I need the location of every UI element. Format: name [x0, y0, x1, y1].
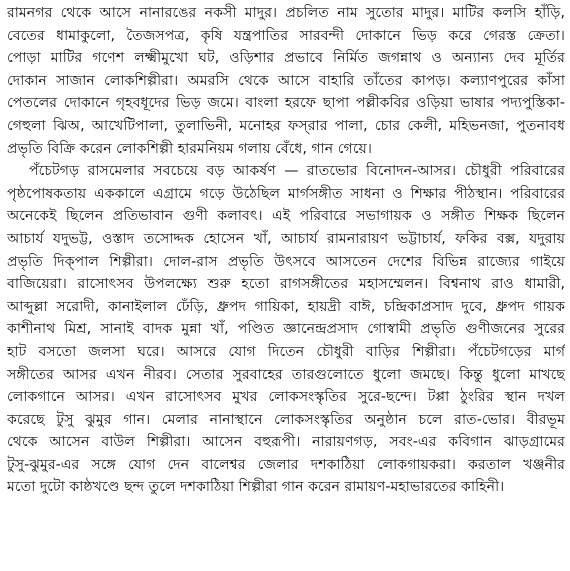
text-line: থেকে আসেন বাউল শিল্পীরা। আসেন বহুরূপী। নারায়ণগড়, সবং-এর কবিগান ঝাড়গ্রামের	[7, 434, 565, 451]
text-line: পৃষ্ঠপোষকতায় এককালে এগ্রামে গড়ে উঠেছিল মার্গসঙ্গীত সাধনা ও শিক্ষার পীঠস্থান। পরিবারের	[7, 185, 565, 202]
text-line: মতো দুটো কাষ্ঠখণ্ডে ছন্দ তুলে দশকাঠিয়া শিল্পীরা গান করেন রামায়ণ-মহাভারতের কাহিনী।	[7, 479, 505, 496]
body-text	[7, 2, 565, 499]
text-line: টুসু-ঝুমুর-এর সঙ্গে যোগ দেন বালেশ্বর জেলার দশকাঠিয়া লোকগায়করা। করতাল খঞ্জনীর	[7, 456, 565, 473]
text-line: আচার্য যদুভট্ট, ওস্তাদ তসোদ্দক হোসেন খাঁ, আচার্য রামনারায়ণ ভট্টাচার্য, ফকির বক্স, যদুরায়	[7, 230, 565, 247]
paragraph-2	[7, 160, 565, 499]
text-line: অনেকেই ছিলেন প্রতিভাবান গুণী কলাবৎ। এই পরিবারে সভাগায়ক ও সঙ্গীত শিক্ষক ছিলেন	[7, 208, 565, 225]
text-line: পোড়া মাটির গণেশ লক্ষ্মীমুখো ঘট, ওড়িশার প্রভাবে নির্মিত জগন্নাথ ও অন্যান্য দেব মূর্তির	[7, 50, 565, 67]
text-line: প্রভৃতি বিক্রি করেন লোকশিল্পী হারমনিয়ম গলায় বেঁধে, গান গেয়ে।	[7, 140, 372, 157]
text-line: দোকান সাজান লোকশিল্পীরা। অমরসি থেকে আসে বাহারি তাঁতের কাপড়। কল্যাণপুরের কাঁসা	[7, 72, 565, 89]
text-line: বাজিয়েরা। রাসোৎসব উপলক্ষ্যে শুরু হতো রাগসঙ্গীতের মহাসম্মেলন। বিশ্বনাথ রাও ধামারী,	[7, 276, 565, 293]
text-line: কাশীনাথ মিশ্র, সানাই বাদক মুন্না খাঁ, পণ্ডিত জ্ঞানেন্দ্রপ্রসাদ গোস্বামী প্রভৃতি গুণীজনের সুরের	[7, 321, 565, 338]
text-line: প্রভৃতি দিক্‌পাল শিল্পীরা। দোল-রাস প্রভৃতি উৎসবে আসতেন দেশের বিভিন্ন রাজ্যের গাইয়ে	[7, 253, 565, 270]
text-line: করেছে টুসু ঝুমুর গান। মেলার নানাস্থানে লোকসংস্কৃতির অনুষ্ঠান চলে রাত-ভোর। বীরভূম	[7, 411, 565, 428]
text-line: গেহুলা ঝিঅ, আখেটিপালা, তুলাভিনী, মনোহর ফস্‌রার পালা, চোর কেলী, মহিভনজা, পুতনাবধ	[7, 117, 565, 134]
text-line: সঙ্গীতের আসর এখন নীরব। সেতার সুরবাহের তারগুলোতে ধুলো জমছে। কিন্তু ধুলো মাখছে	[7, 366, 565, 383]
text-line: হাট বসতো জলসা ঘরে। আসরে যোগ দিতেন চৌধুরী বাড়ির শিল্পীরা। পঁচেটগড়ের মার্গ	[7, 343, 565, 360]
text-line: আব্দুল্লা সরোদী, কানাইলাল ঢেঁড়ি, ধ্রুপদ গায়িকা, হায়দ্রী বাঈ, চন্দ্রিকাপ্রসাদ দুবে, ধ্রুপদ গায়ক	[7, 298, 565, 315]
text-line: রামনগর থেকে আসে নানারঙের নকসী মাদুর। প্রচলিত নাম সুতোর মাদুর। মাটির কলসি হাঁড়ি,	[7, 5, 565, 21]
text-line: পঁচেটগড় রাসমেলার সবচেয়ে বড় আকর্ষণ — রাতভোর বিনোদন-আসর। চৌধুরী পরিবারের	[29, 163, 565, 180]
text-line: বেতের ধামাকুলো, তৈজসপত্র, কৃষি যন্ত্রপাতির সারবন্দী দোকানে ভিড় করে গেরস্ত ক্রেতা।	[7, 27, 565, 44]
text-line: লোকগানে আসর। এখন রাসোৎসব মুখর লোকসংস্কৃতির সুরে-ছন্দে। টপ্পা ঠুংরির স্থান দখল	[7, 389, 565, 406]
paragraph-1	[7, 2, 565, 160]
text-line: পেতলের দোকানে গৃহবধূদের ভিড় জমে। বাংলা হরফে ছাপা পল্লীকবির ওড়িয়া ভাষার পদ্যপুস্তিকা-	[7, 95, 565, 112]
